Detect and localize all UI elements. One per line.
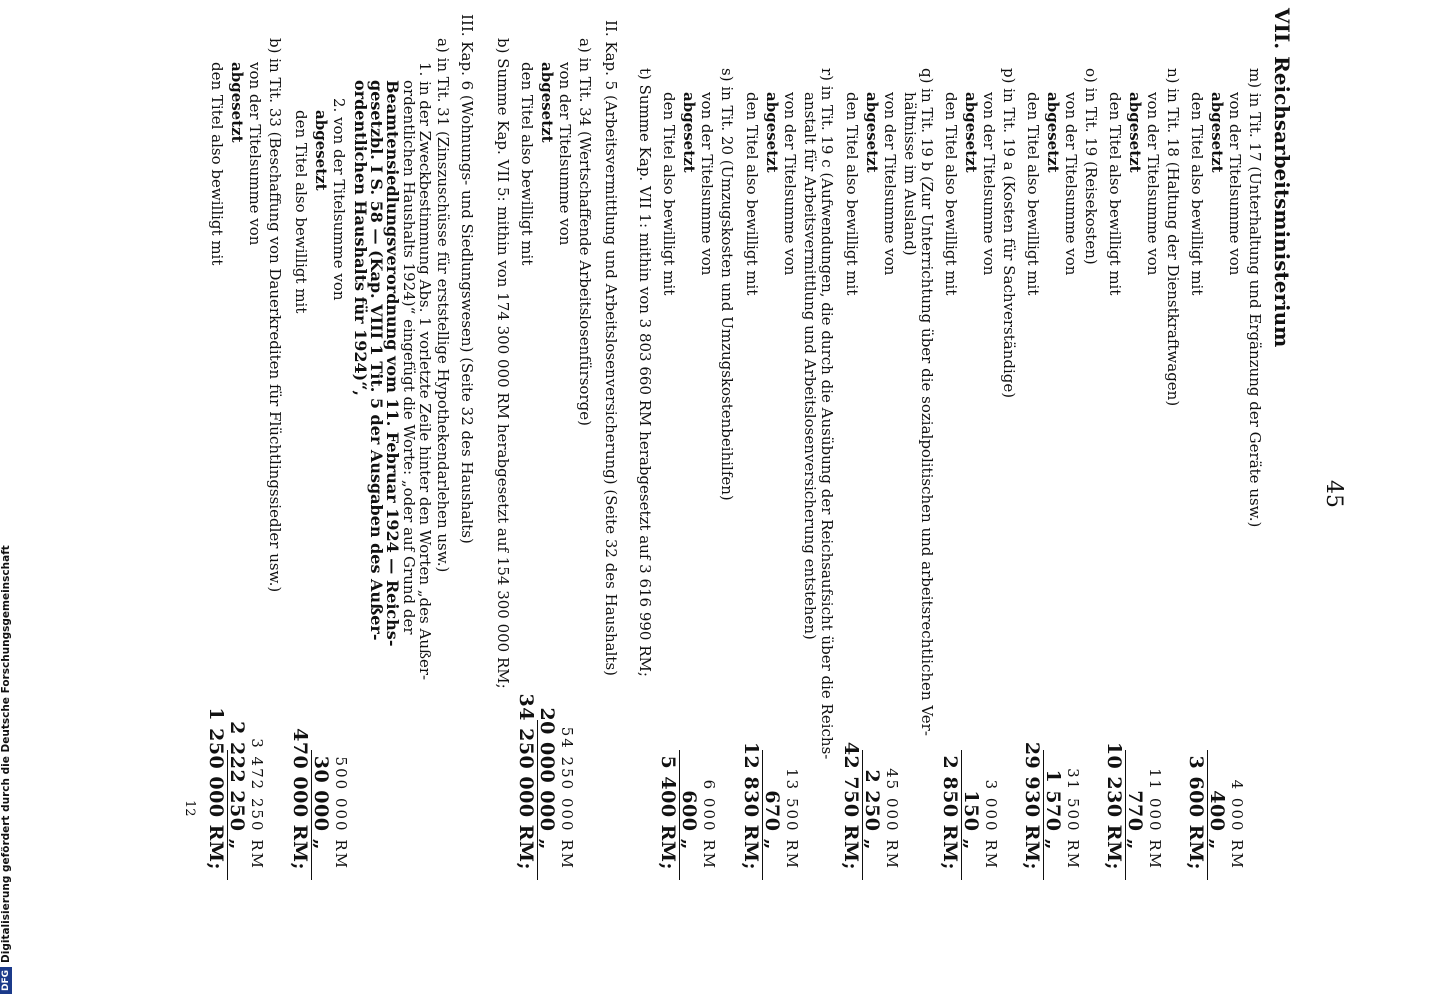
section-ii-heading: II. Kap. 5 (Arbeitsvermittlung und Arbeitslosenversicherung) (Seite 32 des Haushalts) [602, 20, 620, 676]
entry-o-rule [1043, 750, 1044, 880]
section-title: VII. Reichsarbeitsministerium [1270, 8, 1294, 348]
section-iii-a2-value1: 500 000 RM [332, 756, 350, 870]
entry-r-value2: 670 „ [761, 790, 783, 850]
section-iii-a2-value2: 30 000 „ [310, 755, 332, 850]
section-iii-a-heading: a) in Tit. 31 (Zinszuschüsse für erststellige Hypothekendarlehen usw.) [434, 38, 452, 573]
entry-n-line1: von der Titelsumme von [1144, 92, 1162, 276]
section-iii-b-value2: 2 222 250 „ [226, 721, 248, 850]
section-ii-a-rule [537, 720, 538, 880]
entry-p-line2: abgesetzt [962, 92, 980, 173]
entry-m-line2: abgesetzt [1208, 92, 1226, 173]
section-iii-a2-line3: den Titel also bewilligt mit [292, 110, 310, 314]
section-ii-a-value2: 20 000 000 „ [536, 707, 558, 850]
entry-p-rule [961, 750, 962, 880]
entry-m-value1: 4 000 RM [1228, 779, 1246, 870]
section-ii-a-line1: von der Titelsumme von [556, 62, 574, 246]
entry-o-value3: 29 930 RM; [1021, 741, 1043, 870]
section-iii-a1-line4: gesetzbl. I S. 58 — (Kap. VIII 1 Tit. 5 der Ausgaben des Außer- [367, 80, 386, 641]
digitization-credit-band [0, 0, 18, 1000]
entry-r-heading-cont: anstalt für Arbeitsvermittlung und Arbeitslosenversicherung entstehen) [801, 92, 819, 640]
entry-s-line3: den Titel also bewilligt mit [660, 92, 678, 296]
entry-s-line1: von der Titelsumme von [698, 92, 716, 276]
section-iii-heading: III. Kap. 6 (Wohnungs- und Siedlungswesen) (Seite 32 des Haushalts) [458, 14, 476, 544]
dfg-logo: DFG [0, 967, 12, 994]
section-iii-b-heading: b) in Tit. 33 (Beschaffung von Dauerkrediten für Flüchtlingssiedler usw.) [266, 38, 284, 593]
entry-n-heading: n) in Tit. 18 (Haltung der Dienstkraftwagen) [1164, 68, 1182, 407]
entry-s-rule [679, 750, 680, 880]
entry-o-line2: abgesetzt [1044, 92, 1062, 173]
section-iii-a2-rule [311, 750, 312, 880]
entry-n-rule [1125, 750, 1126, 880]
entry-q-value1: 45 000 RM [883, 768, 901, 870]
entry-r-line3: den Titel also bewilligt mit [743, 92, 761, 296]
digitization-credit [0, 394, 12, 1000]
section-iii-b-rule [227, 750, 228, 880]
entry-n-value3: 10 230 RM; [1103, 741, 1125, 870]
entry-m-rule [1207, 750, 1208, 880]
entry-s-value1: 6 000 RM [700, 779, 718, 870]
section-ii-a-value1: 54 250 000 RM [558, 726, 576, 870]
entry-r-line1: von der Titelsumme von [781, 92, 799, 276]
digitization-credit-text: Digitalisierung gefördert durch die Deutsche Forschungsgemeinschaft [0, 545, 12, 963]
section-iii-a2-line1: 2. von der Titelsumme von [330, 98, 348, 301]
section-iii-a1-line2: ordentlichen Haushalts 1924)“ eingefügt die Worte: „oder auf Grund der [400, 80, 418, 635]
entry-q-line3: den Titel also bewilligt mit [843, 92, 861, 296]
section-ii-a-value3: 34 250 000 RM; [515, 693, 537, 870]
entry-n-line2: abgesetzt [1126, 92, 1144, 173]
section-ii-a-heading: a) in Tit. 34 (Wertschaffende Arbeitslosenfürsorge) [576, 38, 594, 426]
section-ii-a-line3: den Titel also bewilligt mit [518, 62, 536, 266]
section-iii-a2-value3: 470 000 RM; [289, 728, 311, 870]
section-ii-b-sum: b) Summe Kap. VII 5: mithin von 174 300 000 RM herabgesetzt auf 154 300 000 RM; [494, 38, 512, 689]
entry-o-value2: 1 570 „ [1042, 769, 1064, 850]
entry-s-value3: 5 400 RM; [657, 755, 679, 870]
entry-r-rule [762, 750, 763, 880]
entry-n-value2: 770 „ [1124, 790, 1146, 850]
entry-o-line1: von der Titelsumme von [1062, 92, 1080, 276]
entry-p-line1: von der Titelsumme von [980, 92, 998, 276]
section-iii-b-line2: abgesetzt [228, 62, 246, 143]
entry-o-heading: o) in Tit. 19 (Reisekosten) [1082, 68, 1100, 265]
entry-r-heading: r) in Tit. 19 c (Aufwendungen, die durch die Ausübung der Reichsaufsicht über die Reichs- [818, 68, 836, 760]
entry-s-heading: s) in Tit. 20 (Umzugskosten und Umzugskostenbeihilfen) [718, 68, 736, 501]
entry-p-line3: den Titel also bewilligt mit [942, 92, 960, 296]
section-iii-b-line3: den Titel also bewilligt mit [208, 62, 226, 266]
entry-q-heading-cont: hältnisse im Ausland) [901, 92, 919, 256]
section-iii-a1-line1: 1. in der Zweckbestimmung Abs. 1 vorletzte Zeile hinter den Worten „des Außer- [416, 62, 434, 681]
entry-p-value1: 3 000 RM [982, 779, 1000, 870]
entry-m-value2: 400 „ [1206, 790, 1228, 850]
entry-q-heading: q) in Tit. 19 b (Zur Unterrichtung über die sozialpolitischen und arbeitsrechtlichen Ver- [918, 68, 936, 736]
entry-m-heading: m) in Tit. 17 (Unterhaltung und Ergänzung der Geräte usw.) [1246, 68, 1264, 528]
entry-o-line3: den Titel also bewilligt mit [1024, 92, 1042, 296]
section-iii-b-value1: 3 472 250 RM [248, 738, 266, 870]
entry-t-sum: t) Summe Kap. VII 1: mithin von 3 803 660 RM herabgesetzt auf 3 616 990 RM; [636, 68, 654, 677]
entry-m-line1: von der Titelsumme von [1226, 92, 1244, 276]
folio-number: 12 [182, 800, 197, 817]
rotated-document-page [122, 0, 1362, 1000]
entry-n-line3: den Titel also bewilligt mit [1106, 92, 1124, 296]
entry-s-value2: 600 „ [678, 790, 700, 850]
entry-n-value1: 11 000 RM [1146, 768, 1164, 870]
entry-q-value3: 42 750 RM; [840, 741, 862, 870]
entry-r-line2: abgesetzt [763, 92, 781, 173]
entry-q-line2: abgesetzt [863, 92, 881, 173]
entry-s-line2: abgesetzt [680, 92, 698, 173]
section-iii-b-line1: von der Titelsumme von [246, 62, 264, 246]
entry-m-line3: den Titel also bewilligt mit [1188, 92, 1206, 296]
section-iii-b-value3: 1 250 000 RM; [205, 707, 227, 870]
entry-q-line1: von der Titelsumme von [881, 92, 899, 276]
entry-r-value3: 12 830 RM; [740, 741, 762, 870]
entry-m-value3: 3 600 RM; [1185, 755, 1207, 870]
entry-q-value2: 2 250 „ [861, 769, 883, 850]
entry-r-value1: 13 500 RM [783, 768, 801, 870]
entry-p-value3: 2 850 RM; [939, 755, 961, 870]
entry-q-rule [862, 750, 863, 880]
section-iii-a2-line2: abgesetzt [312, 110, 330, 191]
entry-p-value2: 150 „ [960, 790, 982, 850]
section-ii-a-line2: abgesetzt [538, 62, 556, 143]
section-iii-a1-line5: ordentlichen Haushalts für 1924)“, [351, 80, 370, 396]
entry-p-heading: p) in Tit. 19 a (Kosten für Sachverständige) [1000, 68, 1018, 399]
entry-o-value1: 31 500 RM [1064, 768, 1082, 870]
section-iii-a1-line3: Beamtensiedlungsverordnung vom 11. Februar 1924 — Reichs- [383, 80, 402, 647]
page-number: 45 [1321, 480, 1346, 508]
